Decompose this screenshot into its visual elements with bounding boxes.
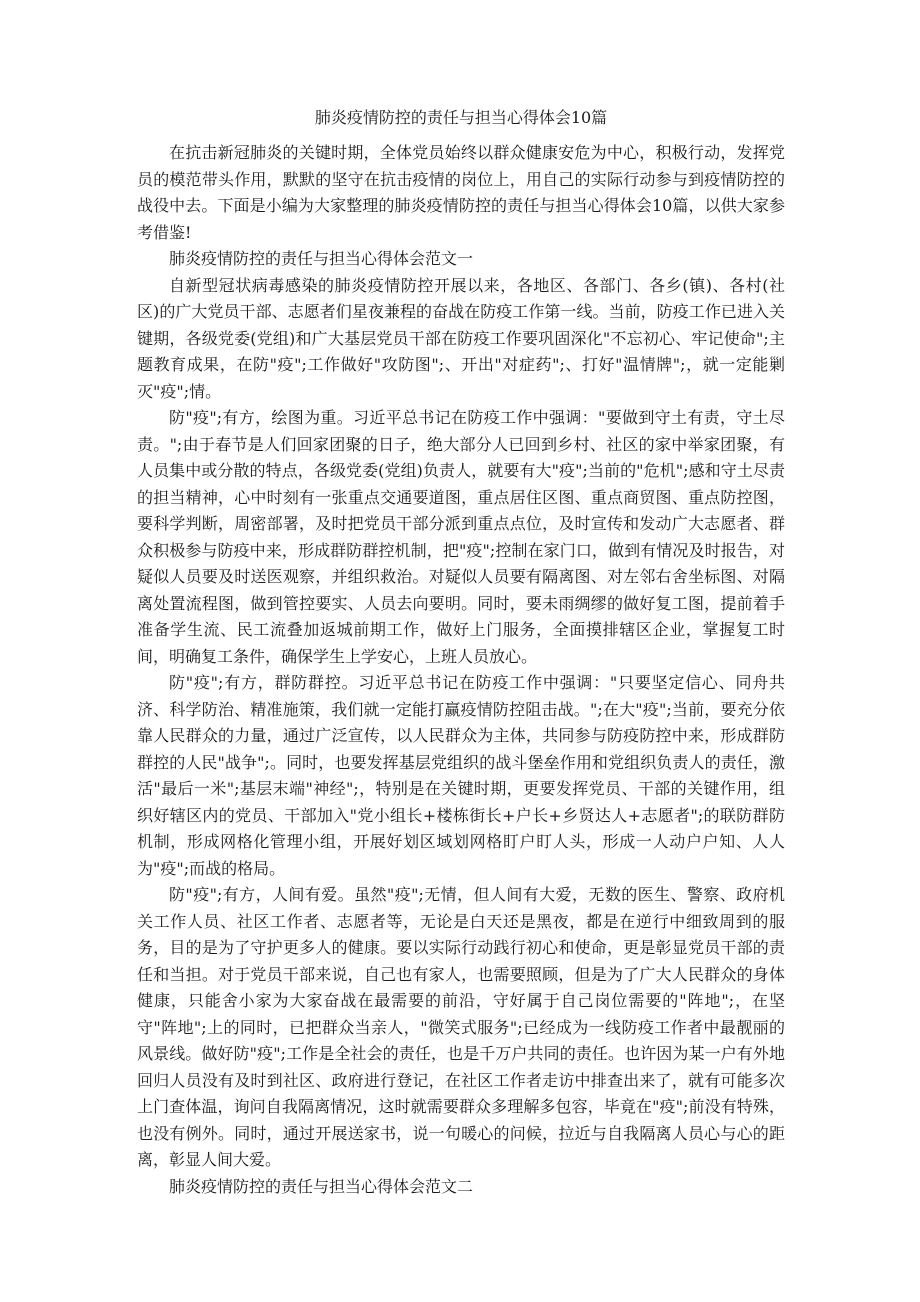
intro-paragraph: 在抗击新冠肺炎的关键时期，全体党员始终以群众健康安危为中心，积极行动，发挥党员的模范带头作用，默默的坚守在抗击疫情的岗位上，用自己的实际行动参与到疫情防控的战役中去。下面是小编为大家整理的肺炎疫情防控的责任与担当心得体会10篇，以供大家参考借鉴! (137, 143, 785, 242)
document-page (137, 106, 785, 1200)
body-paragraph-4: 防"疫";有方，人间有爱。虽然"疫";无情，但人间有大爱，无数的医生、警察、政府机关工作人员、社区工作者、志愿者等，无论是白天还是黑夜，都是在逆行中细致周到的服务，目的是为了守护更多人的健康。要以实际行动践行初心和使命，更是彰显党员干部的责任和当担。对于党员干部来说，自己也有家人，也需要照顾，但是为了广大人民群众的身体健康，只能舍小家为大家奋战在最需要的前沿，守好属于自己岗位需要的"阵地";，在坚守"阵地";上的同时，已把群众当亲人，"微笑式服务";已经成为一线防疫工作者中最靓丽的风景线。做好防"疫";工作是全社会的责任，也是千万户共同的责任。也许因为某一户有外地回归人员没有及时到社区、政府进行登记，在社区工作者走访中排查出来了，就有可能多次上门查体温，询问自我隔离情况，这时就需要群众多理解多包容，毕竟在"疫";前没有特殊，也没有例外。同时，通过开展送家书，说一句暖心的问候，拉近与自我隔离人员心与心的距离，彰显人间大爱。 (137, 885, 785, 1169)
section-heading-1: 肺炎疫情防控的责任与担当心得体会范文一 (169, 249, 474, 268)
body-paragraph-1: 自新型冠状病毒感染的肺炎疫情防控开展以来，各地区、各部门、各乡(镇)、各村(社区)的广大党员干部、志愿者们星夜兼程的奋战在防疫工作第一线。当前，防疫工作已进入关键期，各级党委(党组)和广大基层党员干部在防疫工作要巩固深化"不忘初心、牢记使命";主题教育成果，在防"疫";工作做好"攻防图";、开出"对症药";、打好"温情牌";，就一定能剿灭"疫";情。 (137, 275, 785, 401)
section-heading-2: 肺炎疫情防控的责任与担当心得体会范文二 (169, 1176, 474, 1196)
body-paragraph-3: 防"疫";有方，群防群控。习近平总书记在防疫工作中强调："只要坚定信心、同舟共济、科学防治、精准施策，我们就一定能打赢疫情防控阻击战。";在大"疫";当前，要充分依靠人民群众的力量，通过广泛宣传，以人民群众为主体，共同参与防疫防控中来，形成群防群控的人民"战争";。同时，也要发挥基层党组织的战斗堡垒作用和党组织负责人的责任，激活"最后一米";基层末端"神经";，特别是在关键时期，更要发挥党员、干部的关键作用，组织好辖区内的党员、干部加入"党小组长+楼栋街长+户长+乡贤达人+志愿者";的联防群防机制，形成网格化管理小组，开展好划区域划网格盯户盯人头，形成一人动户户知、人人为"疫";而战的格局。 (137, 673, 785, 878)
body-paragraph-2: 防"疫";有方，绘图为重。习近平总书记在防疫工作中强调："要做到守土有责，守土尽责。";由于春节是人们回家团聚的日子，绝大部分人已回到乡村、社区的家中举家团聚，有人员集中或分散的特点，各级党委(党组)负责人，就要有大"疫";当前的"危机";感和守土尽责的担当精神，心中时刻有一张重点交通要道图，重点居住区图、重点商贸图、重点防控图，要科学判断，周密部署，及时把党员干部分派到重点点位，及时宣传和发动广大志愿者、群众积极参与防疫中来，形成群防群控机制，把"疫";控制在家门口，做到有情况及时报告，对疑似人员要及时送医观察，并组织救治。对疑似人员要有隔离图、对左邻右舍坐标图、对隔离处置流程图，做到管控要实、人员去向要明。同时，要未雨绸缪的做好复工图，提前着手准备学生流、民工流叠加返城前期工作，做好上门服务，全面摸排辖区企业，掌握复工时间，明确复工条件，确保学生上学安心，上班人员放心。 (137, 408, 785, 666)
document-title: 肺炎疫情防控的责任与担当心得体会10篇 (314, 108, 608, 127)
